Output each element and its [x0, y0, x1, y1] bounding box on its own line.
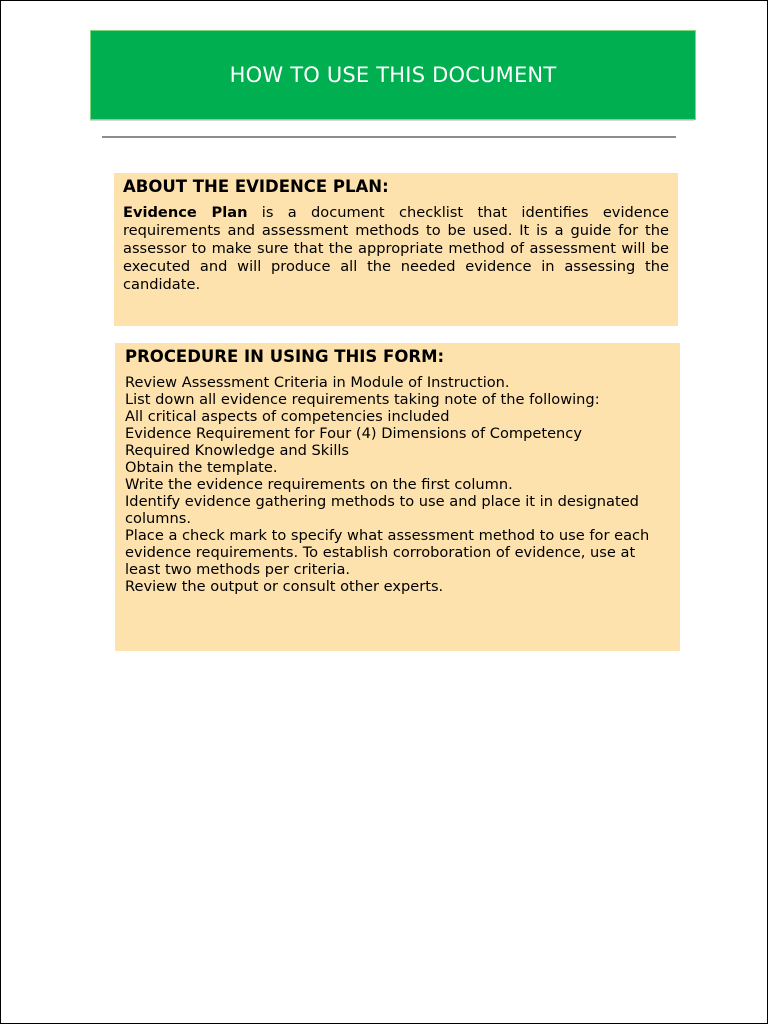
- document-title: HOW TO USE THIS DOCUMENT: [229, 63, 557, 87]
- procedure-item: Required Knowledge and Skills: [125, 442, 350, 459]
- about-text: is a document checklist that identifies evidence requirements and assessment methods to be used. It is a guide for the assessor to make sure that the appropriate method of assessment will be executed and will produce all the needed evidence in assessing the candidate.: [123, 204, 669, 293]
- procedure-item: Review Assessment Criteria in Module of Instruction.: [125, 374, 510, 391]
- about-heading: ABOUT THE EVIDENCE PLAN:: [123, 177, 389, 196]
- procedure-item: Review the output or consult other experts.: [125, 578, 444, 595]
- procedure-item: Place a check mark to specify what assessment method to use for each evidence requirements. To establish corroboration of evidence, use at least two methods per criteria.: [125, 527, 650, 578]
- procedure-item: All critical aspects of competencies included: [125, 408, 450, 425]
- section-divider: [102, 136, 676, 138]
- about-description: [123, 204, 669, 294]
- procedure-list: [125, 374, 670, 595]
- procedure-heading: PROCEDURE IN USING THIS FORM:: [125, 347, 445, 366]
- procedure-item: Identify evidence gathering methods to use and place it in designated columns.: [125, 493, 639, 527]
- procedure-item: Obtain the template.: [125, 459, 278, 476]
- procedure-item: Write the evidence requirements on the first column.: [125, 476, 513, 493]
- about-term: Evidence Plan: [123, 204, 248, 221]
- banner-shadow-line: [90, 120, 694, 121]
- procedure-box: [115, 343, 680, 651]
- title-banner: [90, 30, 696, 120]
- about-evidence-plan-box: [114, 173, 678, 326]
- procedure-item: Evidence Requirement for Four (4) Dimensions of Competency: [125, 425, 582, 442]
- procedure-item: List down all evidence requirements taking note of the following:: [125, 391, 600, 408]
